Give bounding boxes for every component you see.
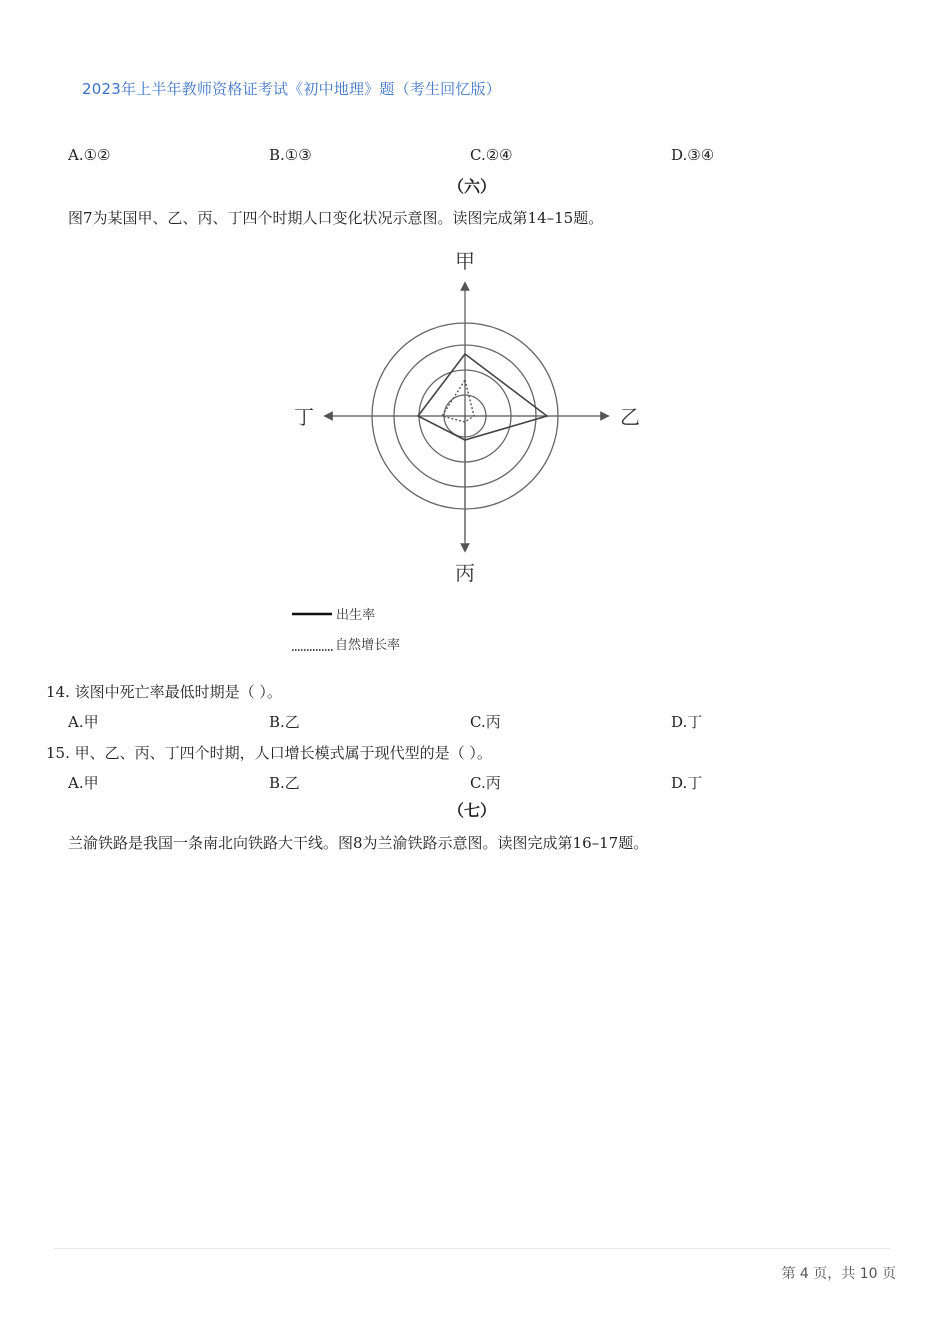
option-a: A.甲 <box>68 774 99 792</box>
question-15-options <box>68 772 888 793</box>
section-seven-intro: 兰渝铁路是我国一条南北向铁路大干线。图8为兰渝铁路示意图。读图完成第16–17题。 <box>68 834 649 852</box>
section-seven-title: （七） <box>447 801 496 820</box>
option-d: D.丁 <box>671 774 703 792</box>
label-bing: 丙 <box>455 561 475 585</box>
option-c: C.丙 <box>470 713 501 731</box>
label-yi: 乙 <box>620 405 640 429</box>
document-header-title: 2023年上半年教师资格证考试《初中地理》题（考生回忆版） <box>82 80 501 98</box>
option-b: B.乙 <box>269 713 300 731</box>
question-14: 14. 该图中死亡率最低时期是（ ）。 <box>46 683 282 701</box>
population-figure <box>280 240 660 660</box>
option-b: B.乙 <box>269 774 300 792</box>
option-a: A.甲 <box>68 713 99 731</box>
option-d: D.③④ <box>671 146 715 164</box>
section-six-title: （六） <box>447 177 496 196</box>
question-15: 15. 甲、乙、丙、丁四个时期，人口增长模式属于现代型的是（ ）。 <box>46 744 492 762</box>
label-jia: 甲 <box>455 249 475 273</box>
section-six-intro: 图7为某国甲、乙、丙、丁四个时期人口变化状况示意图。读图完成第14–15题。 <box>68 209 604 227</box>
previous-question-options <box>68 146 888 164</box>
page-number: 第 4 页，共 10 页 <box>781 1266 896 1282</box>
label-ding: 丁 <box>294 405 314 429</box>
option-a: A.①② <box>68 146 111 164</box>
footer-divider <box>54 1248 890 1249</box>
population-diagram <box>280 240 660 660</box>
option-c: C.②④ <box>470 146 513 164</box>
option-c: C.丙 <box>470 774 501 792</box>
legend-birth-rate: 出生率 <box>336 608 376 623</box>
option-b: B.①③ <box>269 146 312 164</box>
legend-natural-growth: 自然增长率 <box>335 638 401 653</box>
question-14-options <box>68 711 888 732</box>
option-d: D.丁 <box>671 713 703 731</box>
